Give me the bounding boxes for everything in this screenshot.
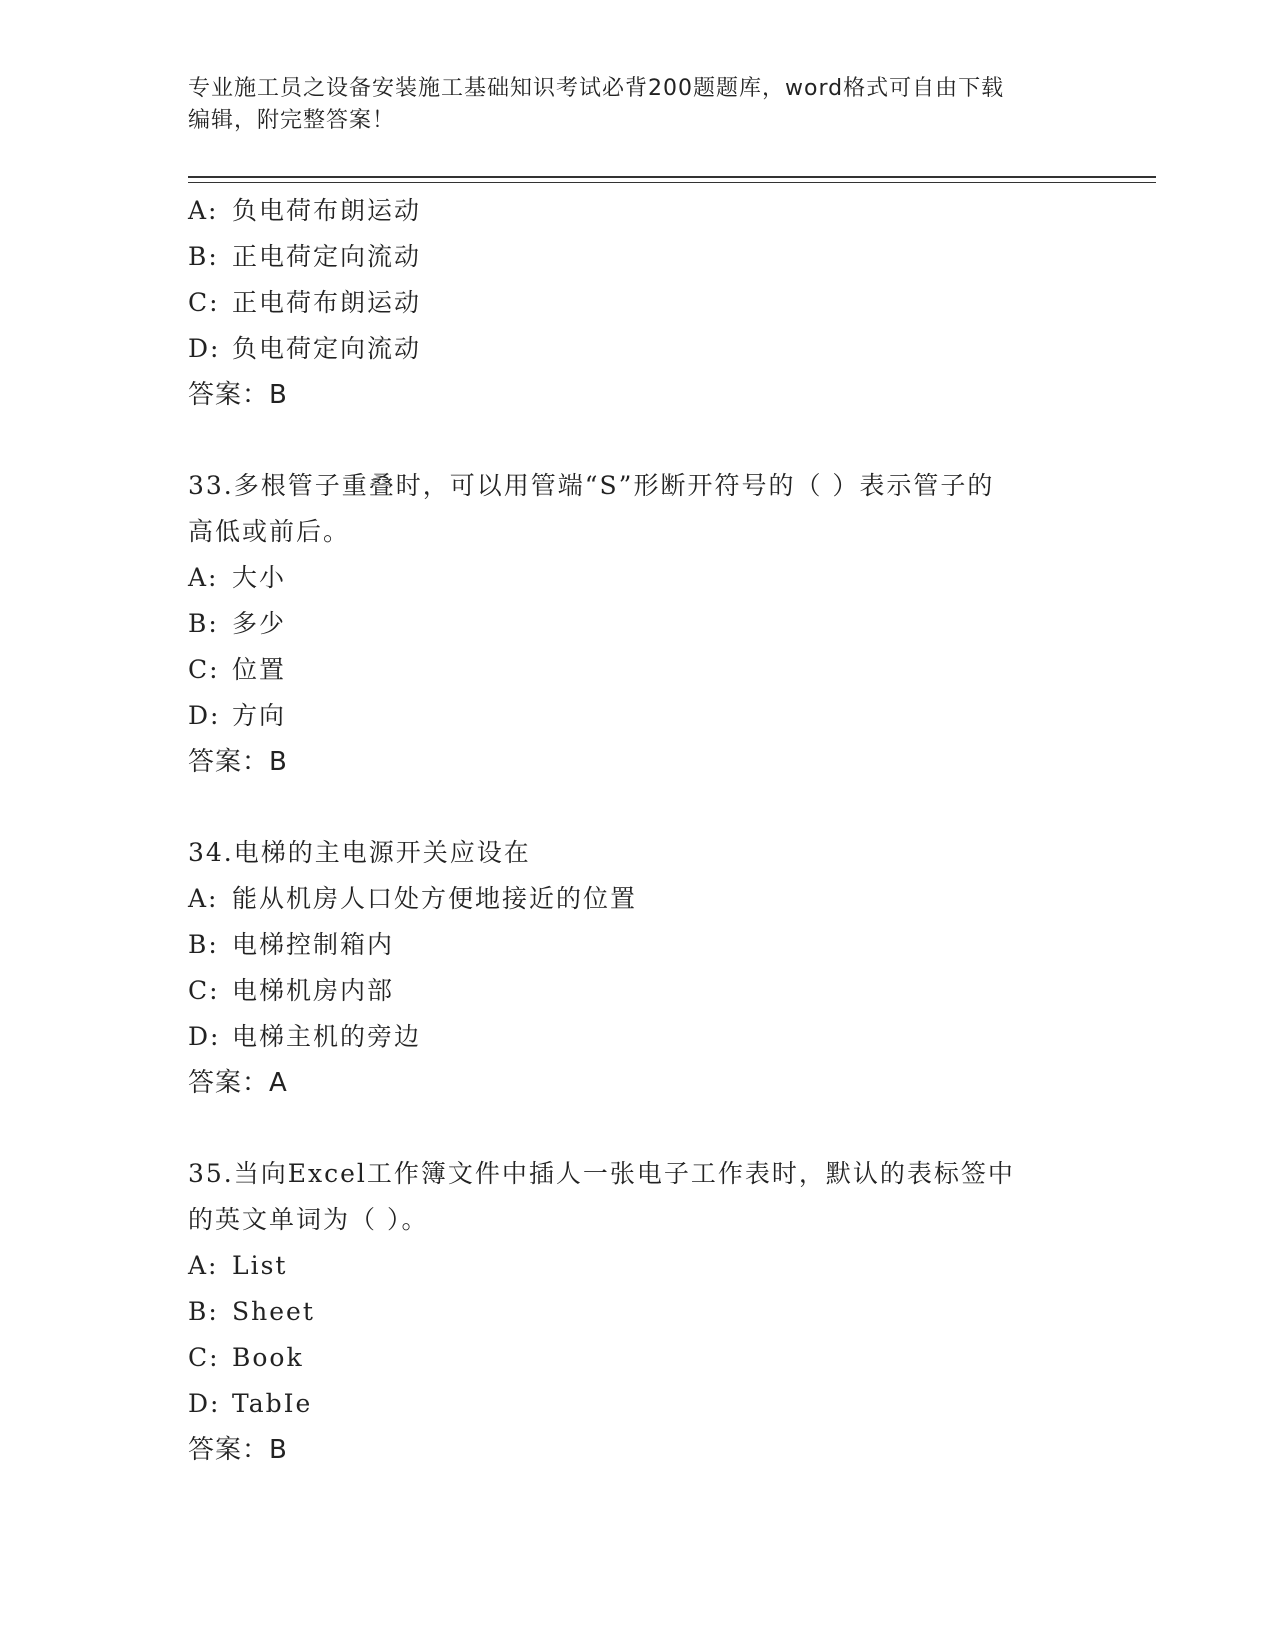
option-text: 位置 (232, 655, 287, 684)
option-text: 电梯控制箱内 (232, 930, 395, 959)
option-b (188, 922, 1088, 968)
answer-line: 答案：B (188, 380, 288, 410)
answer-line: 答案：A (188, 1068, 288, 1098)
question-32 (188, 188, 1088, 418)
option-key: D: (188, 701, 221, 730)
question-spacer (188, 418, 1088, 463)
option-text: 正电荷布朗运动 (232, 288, 422, 317)
header-divider-thick (188, 176, 1156, 178)
option-d (188, 693, 1088, 739)
option-text: TabIe (232, 1389, 313, 1418)
question-spacer (188, 785, 1088, 830)
option-key: C: (188, 288, 220, 317)
question-stem-line1: 34.电梯的主电源开关应设在 (188, 838, 531, 867)
option-b (188, 601, 1088, 647)
option-a (188, 876, 1088, 922)
option-text: 能从机房人口处方便地接近的位置 (232, 884, 638, 913)
answer-line: 答案：B (188, 747, 288, 777)
answer-line: 答案：B (188, 1435, 288, 1465)
option-a (188, 1243, 1088, 1289)
option-b (188, 234, 1088, 280)
header-title-line2: 编辑，附完整答案！ (188, 108, 396, 133)
option-text: 多少 (232, 609, 287, 638)
option-text: Sheet (232, 1297, 315, 1326)
option-text: 正电荷定向流动 (232, 242, 422, 271)
option-key: C: (188, 655, 220, 684)
option-key: C: (188, 1343, 220, 1372)
question-stem-line2: 的英文单词为（ ）。 (188, 1205, 429, 1234)
option-key: B: (188, 609, 219, 638)
option-key: A: (188, 196, 219, 225)
option-d (188, 1381, 1088, 1427)
option-text: Book (232, 1343, 304, 1372)
question-stem-line1: 35.当向Excel工作簿文件中插人一张电子工作表时，默认的表标签中 (188, 1159, 1015, 1188)
header-title-line1: 专业施工员之设备安装施工基础知识考试必背200题题库，word格式可自由下载 (188, 76, 1005, 101)
option-key: A: (188, 563, 219, 592)
option-key: D: (188, 334, 221, 363)
option-key: A: (188, 884, 219, 913)
option-key: D: (188, 1389, 221, 1418)
question-spacer (188, 1106, 1088, 1151)
option-a (188, 555, 1088, 601)
question-33 (188, 463, 1088, 785)
question-35 (188, 1151, 1088, 1473)
question-stem-line1: 33.多根管子重叠时，可以用管端“S”形断开符号的（ ）表示管子的 (188, 471, 995, 500)
option-key: B: (188, 930, 219, 959)
option-text: 电梯机房内部 (232, 976, 395, 1005)
question-stem-line2: 高低或前后。 (188, 517, 351, 546)
option-text: List (232, 1251, 288, 1280)
option-text: 大小 (232, 563, 287, 592)
option-text: 电梯主机的旁边 (232, 1022, 422, 1051)
question-34 (188, 830, 1088, 1106)
question-list (188, 188, 1088, 1473)
header-divider-thin (188, 182, 1156, 183)
option-key: B: (188, 1297, 219, 1326)
option-text: 负电荷布朗运动 (232, 196, 422, 225)
document-header (188, 73, 1078, 137)
option-c (188, 647, 1088, 693)
option-key: C: (188, 976, 220, 1005)
option-c (188, 1335, 1088, 1381)
option-text: 负电荷定向流动 (232, 334, 422, 363)
option-key: B: (188, 242, 219, 271)
option-d (188, 326, 1088, 372)
option-key: A: (188, 1251, 219, 1280)
option-c (188, 280, 1088, 326)
option-c (188, 968, 1088, 1014)
option-b (188, 1289, 1088, 1335)
option-text: 方向 (232, 701, 287, 730)
option-d (188, 1014, 1088, 1060)
option-a (188, 188, 1088, 234)
option-key: D: (188, 1022, 221, 1051)
